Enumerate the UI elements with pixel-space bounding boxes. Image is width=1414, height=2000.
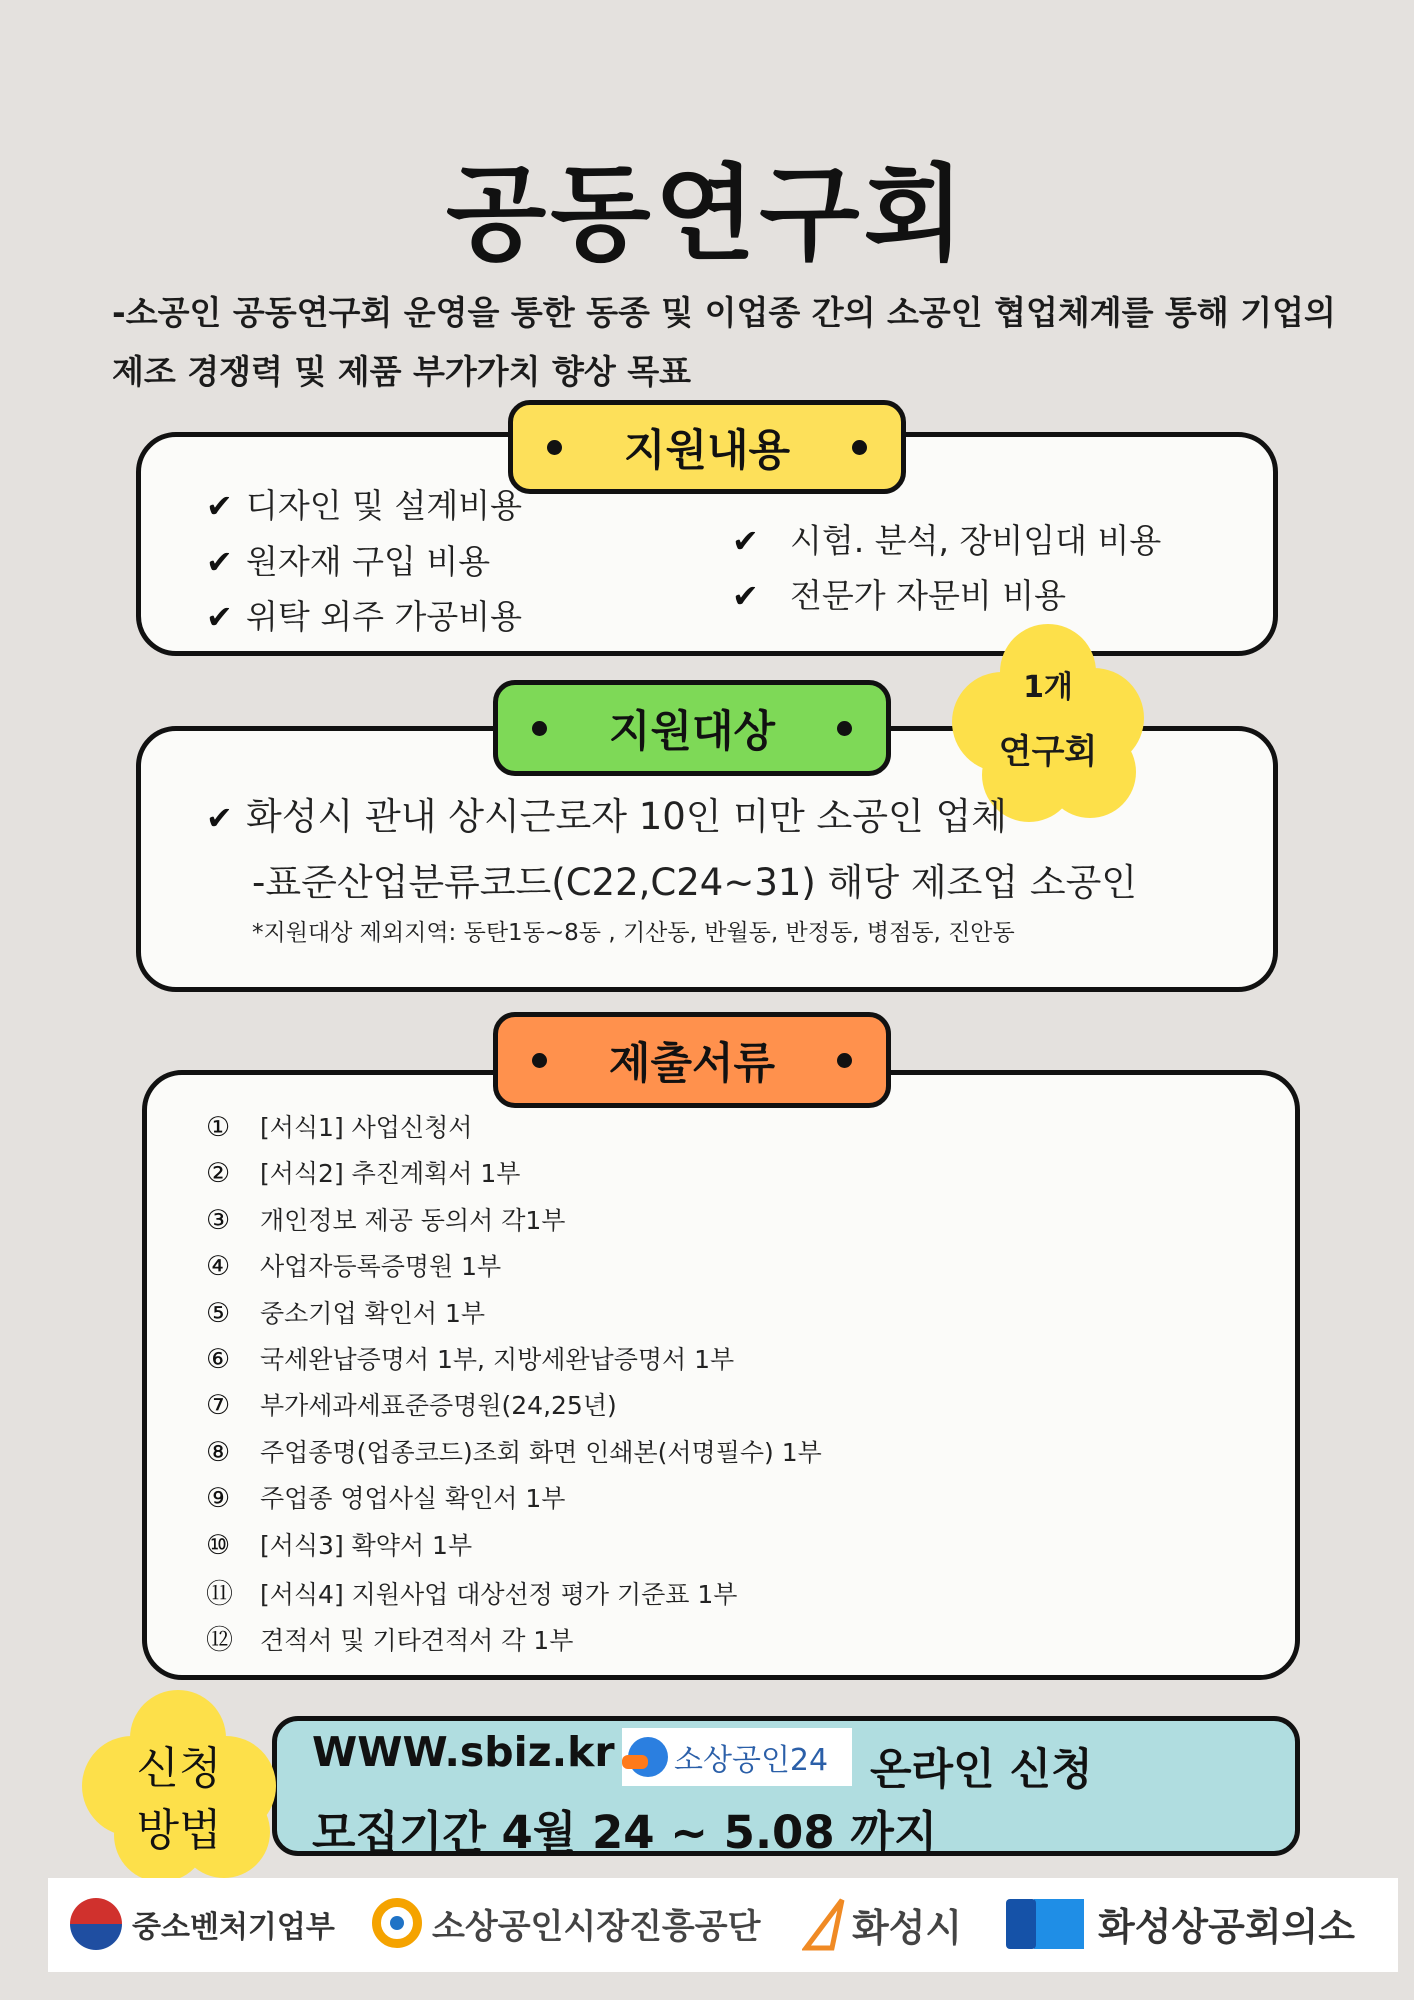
documents-header [493,1012,891,1108]
target-title: 지원대상 [608,706,776,757]
sbiz24-logo-text: 소상공인24 [674,1743,829,1778]
target-exclusion-note: *지원대상 제외지역: 동탄1동~8동 , 기산동, 반월동, 반정동, 병점동, 진안동 [252,920,1015,946]
bullet-dot-icon [837,1053,852,1068]
target-line-2: -표준산업분류코드(C22,C24~31) 해당 제조업 소공인 [252,861,1138,904]
list-item: ⑤ 중소기업 확인서 1부 [206,1297,485,1329]
list-item: ⑪ [서식4] 지원사업 대상선정 평가 기준표 1부 [206,1578,738,1610]
check-icon: ✔ [206,487,233,525]
list-item: ⑥ 국세완납증명서 1부, 지방세완납증명서 1부 [206,1343,735,1375]
apply-method-badge [82,1690,276,1882]
hwaseong-chamber-logo: 화성상공회의소 [1006,1896,1355,1951]
sbiz24-logo [622,1728,852,1786]
page-title: 공동연구회 [445,153,969,275]
hwaseong-emblem-icon [802,1896,846,1952]
check-icon: ✔ [206,598,233,636]
bullet-dot-icon [852,440,867,455]
support-content-title: 지원내용 [623,425,791,476]
list-item: ⑧ 주업종명(업종코드)조회 화면 인쇄본(서명필수) 1부 [206,1436,822,1468]
intro-line-2: 제조 경쟁력 및 제품 부가가치 향상 목표 [112,352,691,391]
support-item: ✔ 원자재 구입 비용 [206,542,491,581]
apply-badge-line-1: 신청 [136,1743,222,1794]
list-item: ⑩ [서식3] 확약서 1부 [206,1529,473,1561]
target-line-1: ✔ 화성시 관내 상시근로자 10인 미만 소공인 업체 [206,795,1008,838]
support-item: ✔ 시험. 분석, 장비임대 비용 [732,521,1162,560]
list-item: ⑦ 부가세과세표준증명원(24,25년) [206,1390,617,1422]
mss-logo: 중소벤처기업부 [70,1898,335,1950]
list-item: ① [서식1] 사업신청서 [206,1112,473,1143]
semas-emblem-icon [372,1898,422,1948]
check-icon: ✔ [206,799,233,837]
apply-online-label: 온라인 신청 [870,1745,1093,1795]
documents-title: 제출서류 [608,1038,776,1089]
check-icon: ✔ [732,522,759,560]
list-item: ④ 사업자등록증명원 1부 [206,1251,502,1283]
check-icon: ✔ [732,577,759,615]
documents-list [206,1108,822,1665]
badge-count: 1개 [1023,670,1073,705]
support-item: ✔ 전문가 자문비 비용 [732,576,1067,615]
badge-unit: 연구회 [998,732,1098,772]
intro-line-1: -소공인 공동연구회 운영을 통한 동종 및 이업종 간의 소공인 협업체계를 통해 기업의 [112,293,1336,332]
list-item: ⑫ 견적서 및 기타견적서 각 1부 [206,1625,574,1657]
hwaseong-city-logo: 화성시 [802,1896,962,1952]
bullet-dot-icon [532,1053,547,1068]
support-item: ✔ 디자인 및 설계비용 [206,486,523,525]
semas-logo: 소상공인시장진흥공단 [372,1898,760,1948]
list-item: ⑨ 주업종 영업사실 확인서 1부 [206,1483,566,1515]
apply-url-link[interactable]: WWW.sbiz.kr [312,1728,615,1776]
sbiz24-mark-icon [628,1737,668,1777]
bullet-dot-icon [837,721,852,736]
recruitment-period: 모집기간 4월 24 ~ 5.08 까지 [312,1806,938,1859]
chamber-emblem-icon [1006,1897,1086,1951]
bullet-dot-icon [532,721,547,736]
target-header [493,680,891,776]
check-icon: ✔ [206,543,233,581]
apply-badge-line-2: 방법 [136,1805,222,1856]
list-item: ② [서식2] 추진계획서 1부 [206,1158,521,1190]
mss-emblem-icon [70,1898,122,1950]
bullet-dot-icon [547,440,562,455]
support-item: ✔ 위탁 외주 가공비용 [206,597,523,636]
list-item: ③ 개인정보 제공 동의서 각1부 [206,1204,566,1236]
support-content-header [508,400,906,494]
